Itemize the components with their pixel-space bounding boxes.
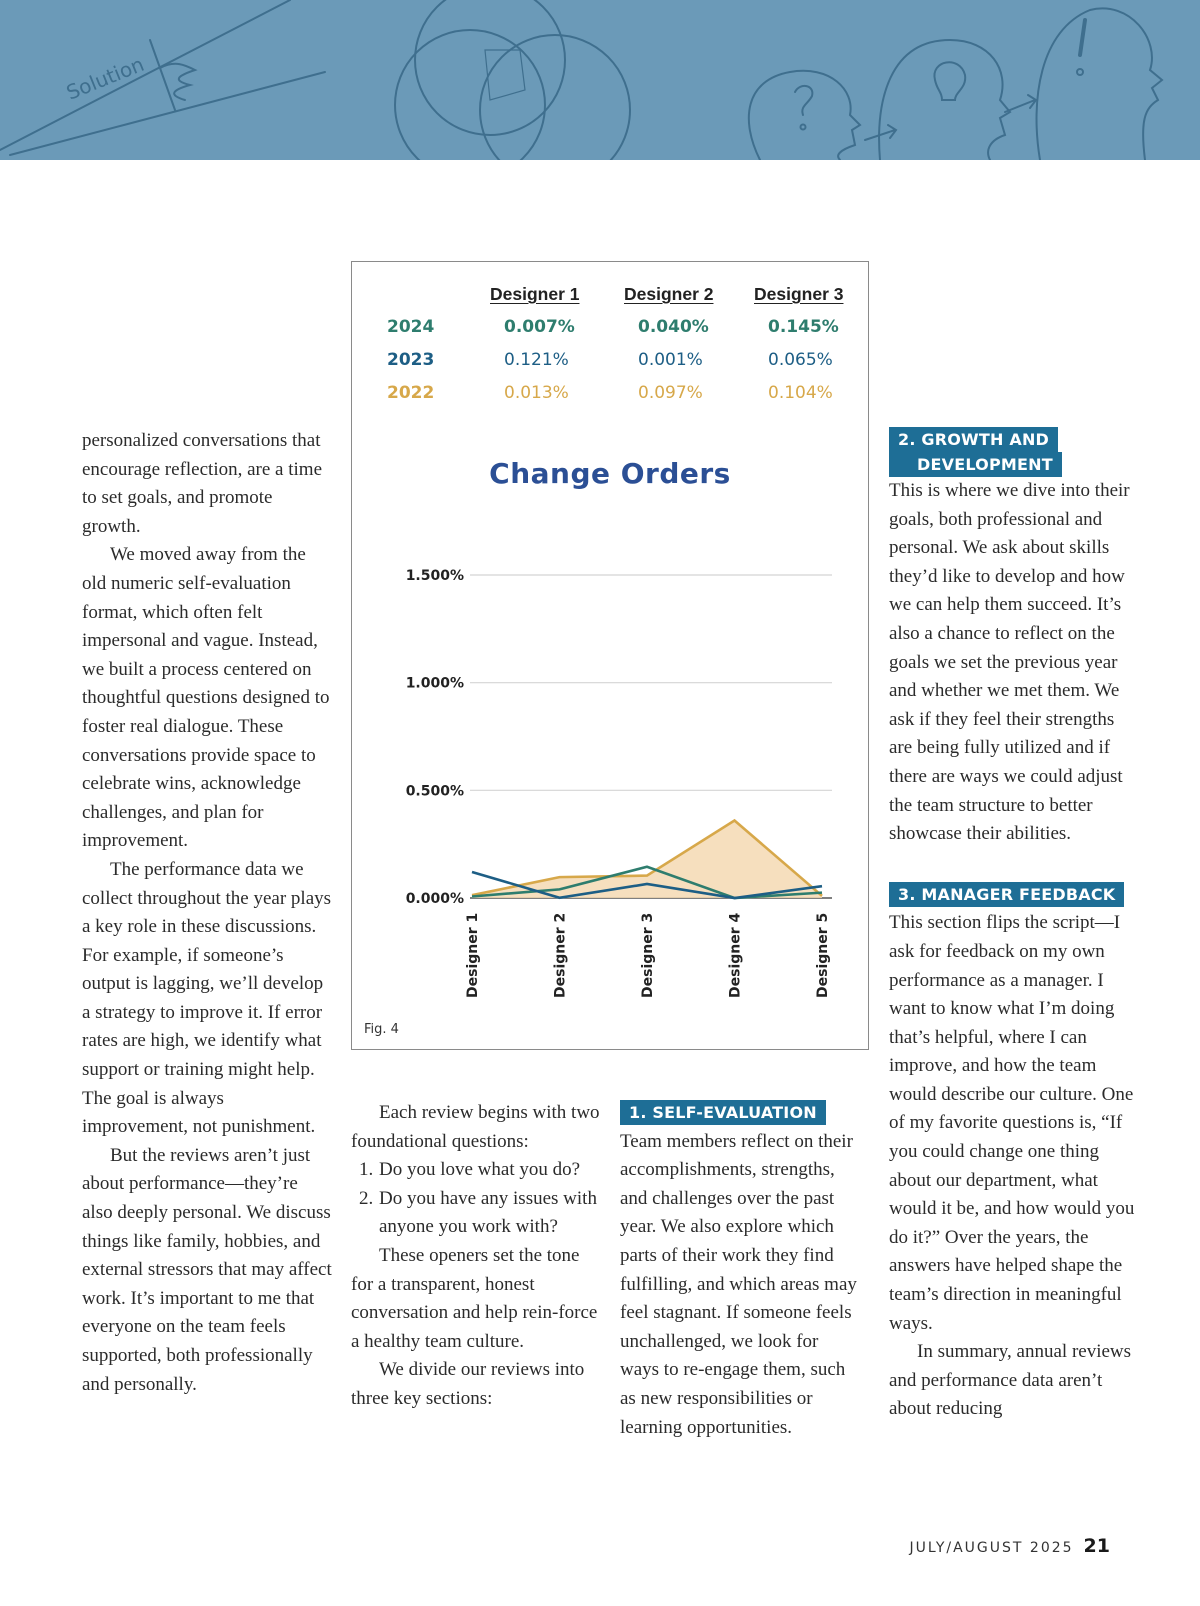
- paragraph: In summary, annual reviews and performance data aren’t about reducing: [889, 1341, 1132, 1420]
- x-tick-label: Designer 1: [465, 912, 481, 998]
- table-year: 2024: [387, 317, 435, 337]
- figure-label: Fig. 4: [364, 1022, 399, 1037]
- section-heading-self-evaluation: 1. SELF-EVALUATION: [620, 1100, 826, 1125]
- column-2: [351, 1099, 606, 1414]
- solution-scribble-label: Solution: [62, 51, 148, 105]
- x-tick-label: Designer 5: [815, 912, 831, 998]
- section-heading-growth: 2. GROWTH AND: [889, 427, 1058, 452]
- y-tick-label: 0.500%: [405, 783, 464, 800]
- table-cell: 0.013%: [504, 383, 569, 403]
- header-banner: [0, 0, 1200, 160]
- change-orders-chart: [352, 262, 868, 1049]
- paragraph: This is where we dive into their goals, both professional and personal. We ask about skills they’d like to develop and how we can help them succeed. It’s also a chance to reflect on the goals we set the previous year and whether we met them. We ask if they feel their strengths are being fully utilized and if there are ways we could adjust the team structure to better showcase their abilities.: [889, 480, 1130, 845]
- table-cell: 0.097%: [638, 383, 703, 403]
- section-heading-manager-feedback: 3. MANAGER FEEDBACK: [889, 882, 1124, 907]
- x-tick-label: Designer 2: [552, 912, 569, 998]
- figure-4: [351, 261, 869, 1050]
- table-header: Designer 2: [624, 284, 714, 304]
- list-number: 2.: [359, 1187, 374, 1209]
- chart-title: Change Orders: [489, 457, 731, 490]
- x-tick-label: Designer 3: [640, 912, 656, 998]
- list-item: [351, 1156, 606, 1185]
- table-year: 2022: [387, 383, 435, 403]
- table-cell: 0.065%: [768, 350, 833, 370]
- y-tick-label: 1.500%: [405, 568, 464, 584]
- sketch-illustration: [0, 0, 1200, 160]
- table-cell: 0.001%: [638, 350, 703, 370]
- paragraph: Each review begins with two foundational questions:: [351, 1102, 600, 1152]
- paragraph: We divide our reviews into three key sections:: [351, 1359, 585, 1409]
- table-year: 2023: [387, 350, 435, 370]
- paragraph: We moved away from the old numeric self-evaluation format, which often felt impersonal and vague. Instead, we built a process centered on thoughtful questions designed to foster real dialogue. These conversations provide space to celebrate wins, acknowledge challenges, and plan for improvement.: [82, 544, 330, 852]
- paragraph: Team members reflect on their accomplishments, strengths, and challenges over the past year. We also explore which parts of their work they find fulfilling, and which areas may feel stagnant. If someone feels unchallenged, we look for ways to re-engage them, such as new responsibilities or learning opportunities.: [620, 1130, 857, 1438]
- y-tick-label: 1.000%: [405, 675, 464, 692]
- y-tick-label: 0.000%: [405, 891, 464, 907]
- paragraph: But the reviews aren’t just about performance—they’re also deeply personal. We discuss things like family, hobbies, and external stressors that may affect work. It’s important to me that everyone on the team feels supported, both professionally and personally.: [82, 1144, 332, 1395]
- page-footer: [910, 1535, 1110, 1557]
- x-tick-label: Designer 4: [727, 912, 744, 998]
- section-heading-growth-line2: DEVELOPMENT: [889, 452, 1062, 477]
- column-4: [889, 427, 1139, 1424]
- paragraph: personalized conversations that encourage reflection, are a time to set goals, and promote growth.: [82, 430, 322, 537]
- table-cell: 0.007%: [504, 317, 575, 337]
- paragraph: This section flips the script—I ask for feedback on my own performance as a manager. I want to know what I’m doing that’s helpful, where I can improve, and how the team would describe our culture. One of my favorite questions is, “If you could change one thing about our department, what would it be, and how would you do it?” Over the years, the answers have helped shape the team’s direction in meaningful ways.: [889, 912, 1135, 1334]
- table-cell: 0.121%: [504, 350, 569, 370]
- paragraph: The performance data we collect throughout the year plays a key role in these discussions. For example, if someone’s output is lagging, we’ll develop a strategy to improve it. If error rates are high, we identify what support or training might help. The goal is always improvement, not punishment.: [82, 858, 332, 1138]
- column-3: [620, 1099, 860, 1442]
- list-text: Do you have any issues with anyone you work with?: [379, 1187, 597, 1238]
- list-item: [351, 1185, 606, 1242]
- table-cell: 0.040%: [638, 317, 709, 337]
- list-text: Do you love what you do?: [379, 1159, 581, 1181]
- table-header: Designer 3: [754, 284, 844, 304]
- list-number: 1.: [359, 1159, 374, 1181]
- paragraph: These openers set the tone for a transparent, honest conversation and help rein-force a healthy team culture.: [351, 1244, 598, 1352]
- column-1: [82, 427, 332, 1399]
- table-header: Designer 1: [490, 284, 580, 304]
- table-cell: 0.104%: [768, 383, 833, 403]
- page-number: 21: [1083, 1535, 1110, 1557]
- issue-date: JULY/AUGUST 2025: [909, 1540, 1074, 1556]
- table-cell: 0.145%: [768, 317, 839, 337]
